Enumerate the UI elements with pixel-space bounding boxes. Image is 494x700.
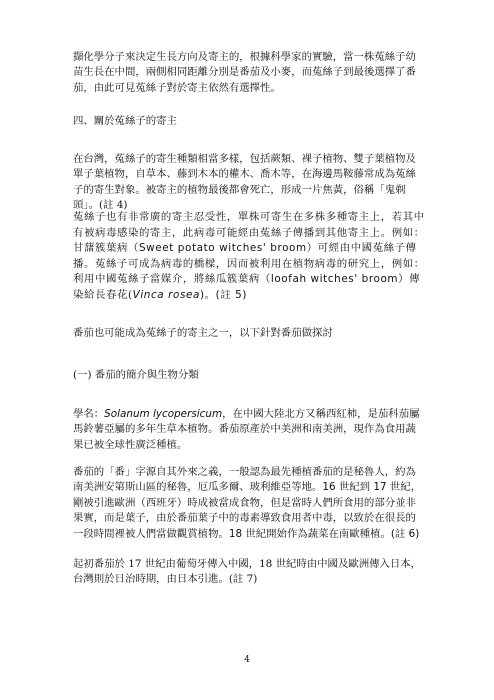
century-text: 16 世紀到 17 世紀 (322, 481, 411, 494)
paragraph-text: ，在中國大陸北方又稱西紅柿，是茄科茄屬馬鈴薯亞屬的多年生草本植物。番茄原產於中美洲和南美洲，現作為食用蔬果已被全球性廣泛種植。 (73, 408, 420, 451)
paragraph-text: 番茄也可能成為菟絲子的寄主之一，以下針對番茄做探討 (73, 327, 333, 339)
paragraph-text: ）可經由中國菟絲子傳播。菟絲子可成為病毒的橋樑，因而被利用在植物病毒的研究上，例如：利用中國菟絲子當媒介，將絲瓜簇葉病（ (73, 242, 425, 286)
section-heading-tomato (73, 368, 425, 383)
century-text: 18 世紀開始作為蔬菜在南歐種植。(註 6) (228, 527, 420, 540)
paragraph-text: 起初番茄於 17 世紀由葡萄牙傳入中國，18 世紀時由中國及歐洲傳入日本，台灣則於日治時期，由日本引進。(註 7) (73, 558, 422, 586)
paragraph-text: ）傳染給長春花( (73, 273, 421, 301)
paragraph-host-tolerance (73, 210, 425, 304)
heading-text: (一) 番茄的簡介與生物分類 (73, 369, 199, 381)
heading-text: 四、關於菟絲子的寄主 (73, 115, 177, 127)
paragraph-tomato-history (73, 465, 425, 542)
paragraph-text: 菟絲子也有非常廣的寄主忍受性，單株可寄生在多株多種寄主上，若其中有被病毒感染的寄主，此病毒可能經由菟絲子傳播到其他寄主上。例如：甘藷簇葉病（ (73, 211, 425, 255)
paragraph-text: 學名： (73, 408, 105, 420)
paragraph-selection (73, 50, 425, 96)
paragraph-text: 擷化學分子來決定生長方向及寄主的，根據科學家的實驗，當一株菟絲子幼苗生長在中間，兩側相同距離分別是番茄及小麥，而菟絲子到最後選擇了番茄，由此可見菟絲子對於寄主依然有選擇性。 (73, 51, 416, 94)
paragraph-scientific-name (73, 407, 425, 453)
paragraph-taiwan-hosts (73, 152, 425, 214)
paragraph-text: 在台灣，菟絲子的寄生種類相當多樣，包括蕨類、裸子植物、雙子葉植物及單子葉植物，自草本、藤到木本的權木、喬木等，在海邊馬鞍藤常成為菟絲子的寄生對象。被寄主的植物最後都會死亡，形成一片焦黃，俗稱「鬼剃頭」。(註 4) (73, 153, 416, 212)
english-term: Sweet potato witches' broom (138, 242, 307, 255)
paragraph-text: ，剛被引進歐洲（西班牙）時成被當成食物，但是當時人們所食用的部分並非果實，而是葉子，由於番茄葉子中的毒素導致食用者中毒，以致於在很長的一段時間裡被人們當做觀賞植物。 (73, 481, 422, 540)
paragraph-text: 番茄的「番」字源自其外來之義，一般認為最先種植番茄的是秘魯人，約為南美洲安第斯山區的秘魯，厄瓜多爾、玻利維亞等地。 (73, 466, 416, 494)
page-number: 4 (244, 655, 250, 665)
english-term: loofah witches' broom (270, 273, 399, 286)
species-name: Vinca rosea (132, 288, 200, 301)
paragraph-tomato-asia (73, 557, 425, 588)
citation: )。(註 5) (199, 288, 248, 301)
species-name: Solanum lycopersicum (104, 408, 223, 420)
paragraph-tomato-intro (73, 326, 425, 341)
section-heading-hosts (73, 114, 425, 129)
